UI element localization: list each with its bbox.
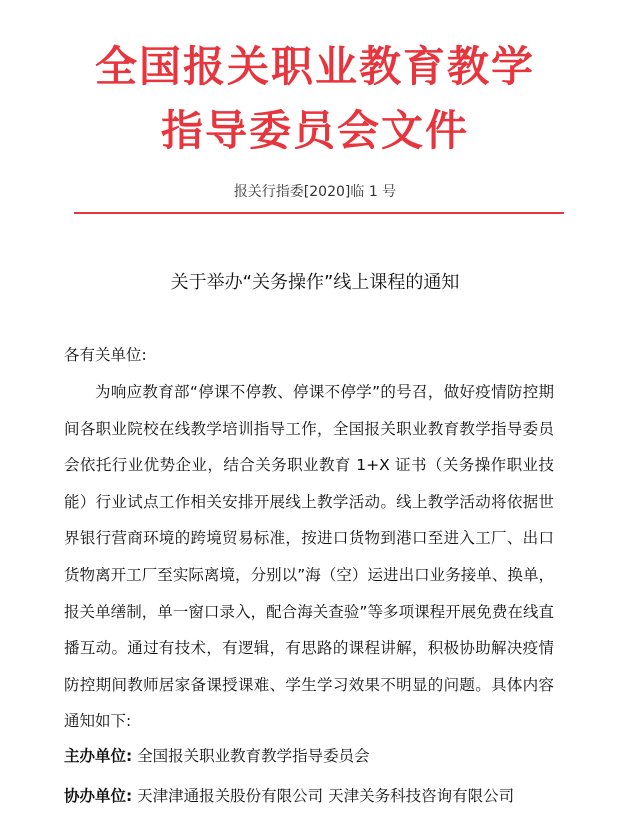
- co-organizer-label: 协办单位:: [64, 787, 133, 805]
- notice-title: 关于举办“关务操作”线上课程的通知: [170, 272, 460, 293]
- header-divider: [74, 212, 564, 214]
- notice-body-paragraph: 为响应教育部“停课不停教、停课不停学”的号召，做好疫情防控期间各职业院校在线教学培训指导工作，全国报关职业教育教学指导委员会依托行业优势企业，结合关务职业教育 1+X 证书（关务操作职业技能）行业试点工作相关安排开展线上教学活动。线上教学活动将依据世界银行营商环境的跨境贸易标准，按进口货物到港口至进入工厂、出口货物离开工厂至实际离境，分别以”海（空）运进出口业务接单、换单，报关单缮制，单一窗口录入，配合海关查验”等多项课程开展免费在线直播互动。通过有技术，有逻辑，有思路的课程讲解，积极协助解决疫情防控期间教师居家备课授课难、学生学习效果不明显的问题。具体内容通知如下:: [64, 383, 554, 731]
- co-organizer-row: [64, 784, 564, 806]
- host-organizer-row: [64, 744, 564, 766]
- host-organizer-value: 全国报关职业教育教学指导委员会: [137, 747, 370, 765]
- document-number: 报关行指委[2020]临 1 号: [233, 184, 397, 200]
- salutation: 各有关单位:: [64, 346, 147, 364]
- co-organizer-value: 天津津通报关股份有限公司 天津关务科技咨询有限公司: [137, 787, 515, 805]
- header-title-line-2: 指导委员会文件: [160, 106, 469, 155]
- header-title-line-1: 全国报关职业教育教学: [94, 42, 535, 91]
- host-organizer-label: 主办单位:: [64, 747, 133, 765]
